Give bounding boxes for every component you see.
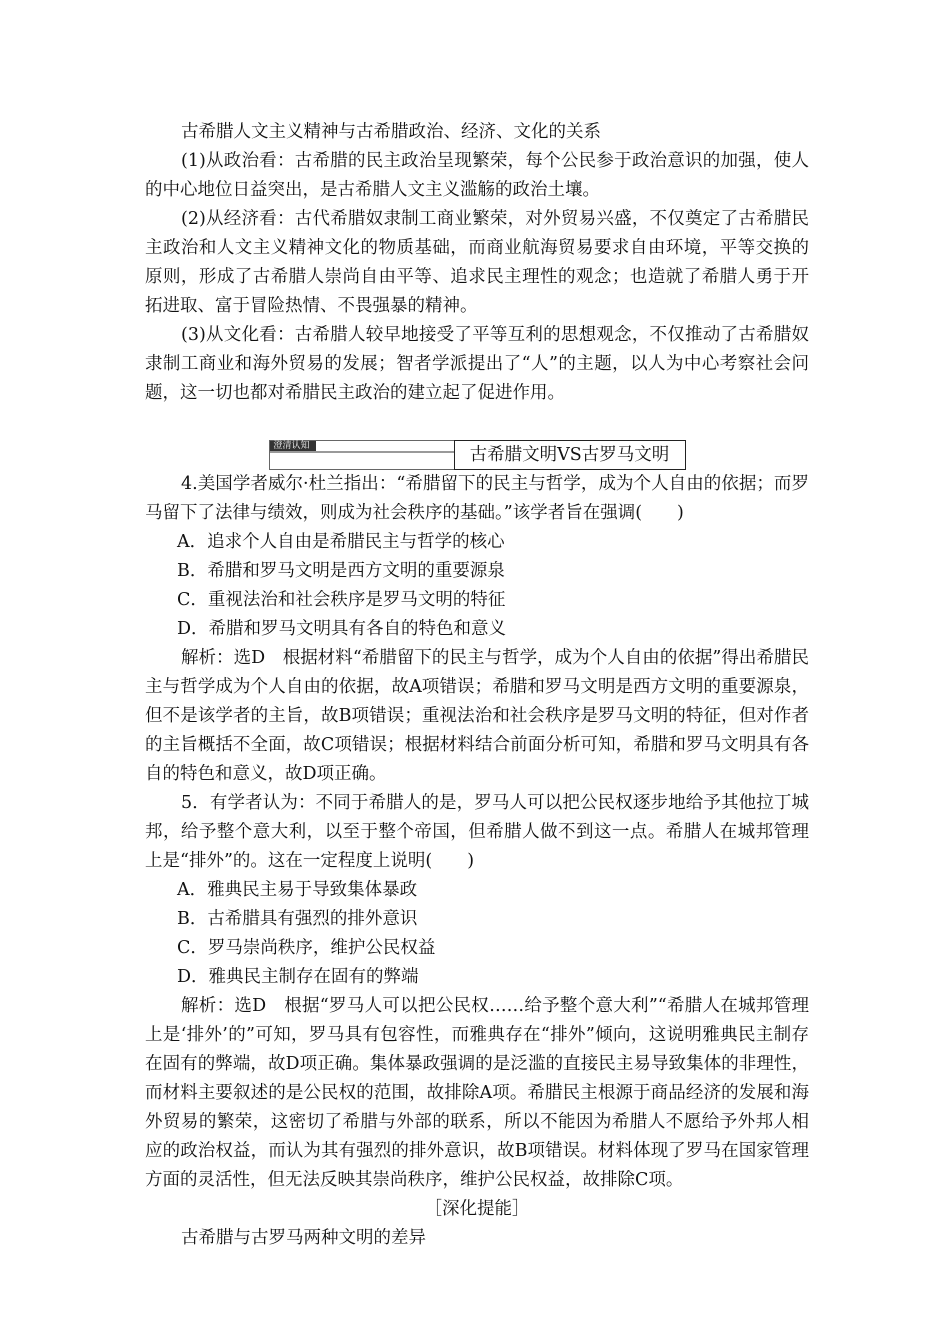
differences-heading: 古希腊与古罗马两种文明的差异	[181, 1228, 426, 1248]
clarify-badge: 澄清认知	[270, 441, 316, 451]
question-5-stem: 5．有学者认为：不同于希腊人的是，罗马人可以把公民权逐步地给予其他拉丁城邦，给予整个意大利，以至于整个帝国，但希腊人做不到这一点。希腊人在城邦管理上是“排外”的。这在一定程度上说明( )	[145, 793, 809, 871]
section-heading: 古希腊人文主义精神与古希腊政治、经济、文化的关系	[181, 122, 601, 142]
banner-title: 古希腊文明VS古罗马文明	[454, 440, 686, 470]
economy-paragraph: (2)从经济看：古代希腊奴隶制工商业繁荣，对外贸易兴盛，不仅奠定了古希腊民主政治和人文主义精神文化的物质基础，而商业航海贸易要求自由环境，平等交换的原则，形成了古希腊人崇尚自由平等、追求民主理性的观念；也造就了希腊人勇于开拓进取、富于冒险热情、不畏强暴的精神。	[145, 209, 809, 316]
deepen-section-tag: ［深化提能］	[424, 1199, 530, 1219]
question-5-option-b: B．古希腊具有强烈的排外意识	[177, 909, 418, 929]
question-5-analysis: 解析：选D 根据“罗马人可以把公民权……给予整个意大利”“希腊人在城邦管理上是‘排外’的”可知，罗马具有包容性，而雅典存在“排外”倾向，这说明雅典民主制存在固有的弊端，故D项正确。集体暴政强调的是泛滥的直接民主易导致集体的非理性，而材料主要叙述的是公民权的范围，故排除A项。希腊民主根源于商品经济的发展和海外贸易的繁荣，这密切了希腊与外部的联系，所以不能因为希腊人不愿给予外邦人相应的政治权益，而认为其有强烈的排外意识，故B项错误。材料体现了罗马在国家管理方面的灵活性，但无法反映其崇尚秩序，维护公民权益，故排除C项。	[145, 996, 809, 1190]
document-content	[145, 118, 809, 1253]
politics-paragraph: (1)从政治看：古希腊的民主政治呈现繁荣，每个公民参于政治意识的加强，使人的中心地位日益突出，是古希腊人文主义滥觞的政治土壤。	[145, 151, 809, 200]
banner-badge-area	[269, 440, 454, 470]
question-4-analysis: 解析：选D 根据材料“希腊留下的民主与哲学，成为个人自由的依据”得出希腊民主与哲学成为个人自由的依据，故A项错误；希腊和罗马文明是西方文明的重要源泉，但不是该学者的主旨，故B项错误；重视法治和社会秩序是罗马文明的特征，但对作者的主旨概括不全面，故C项错误；根据材料结合前面分析可知，希腊和罗马文明具有各自的特色和意义，故D项正确。	[145, 648, 809, 784]
question-4-option-b: B．希腊和罗马文明是西方文明的重要源泉	[177, 561, 505, 581]
question-5-option-d: D．雅典民主制存在固有的弊端	[177, 967, 419, 987]
question-4-option-d: D．希腊和罗马文明具有各自的特色和意义	[177, 619, 507, 639]
question-4-option-c: C．重视法治和社会秩序是罗马文明的特征	[177, 590, 506, 610]
section-banner	[145, 440, 809, 470]
question-5-option-c: C．罗马崇尚秩序，维护公民权益	[177, 938, 436, 958]
question-4-stem: 4.美国学者威尔·杜兰指出：“希腊留下的民主与哲学，成为个人自由的依据；而罗马留下了法律与绩效，则成为社会秩序的基础。”该学者旨在强调( )	[145, 474, 809, 523]
question-5-option-a: A．雅典民主易于导致集体暴政	[177, 880, 418, 900]
banner-rule	[270, 451, 454, 469]
culture-paragraph: (3)从文化看：古希腊人较早地接受了平等互利的思想观念，不仅推动了古希腊奴隶制工商业和海外贸易的发展；智者学派提出了“人”的主题，以人为中心考察社会问题，这一切也都对希腊民主政治的建立起了促进作用。	[145, 325, 809, 403]
question-4-option-a: A．追求个人自由是希腊民主与哲学的核心	[177, 532, 505, 552]
spacer	[145, 408, 809, 438]
